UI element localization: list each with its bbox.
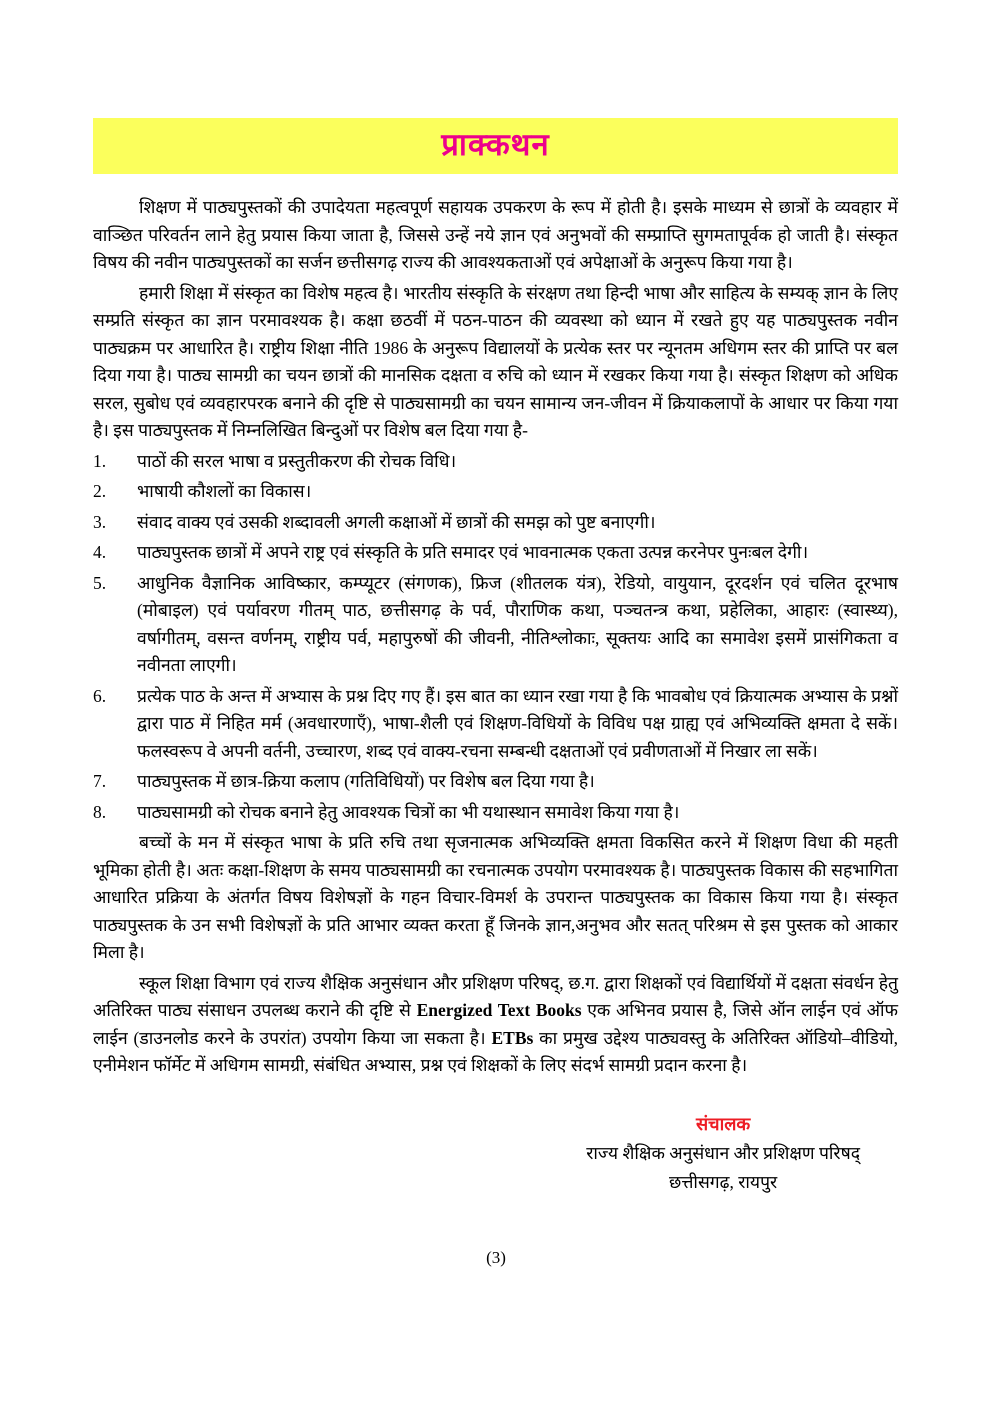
signature-organization: राज्य शैक्षिक अनुसंधान और प्रशिक्षण परिषद् xyxy=(586,1142,860,1163)
list-item-number: 8. xyxy=(93,801,107,822)
list-item-number: 4. xyxy=(93,542,107,563)
page-title: प्राक्कथन xyxy=(441,127,550,162)
etb-text-segment: एक अभिनव प्रयास है, जिसे ऑन लाईन एवं ऑफ लाईन (डाउनलोड करने के उपरांत) उपयोग किया जा सकता है। xyxy=(93,1000,898,1048)
list-item-2 xyxy=(93,478,898,506)
list-item-1 xyxy=(93,448,898,476)
list-item-text: आधुनिक वैज्ञानिक आविष्कार, कम्प्यूटर (संगणक), फ्रिज (शीतलक यंत्र), रेडियो, वायुयान, दूरदर्शन एवं चलित दूरभाष (मोबाइल) एवं पर्यावरण गीतम् पाठ, छत्तीसगढ़ के पर्व, पौराणिक कथा, पञ्चतन्त्र कथा, प्रहेलिका, आहारः (स्वास्थ्य), वर्षागीतम्, वसन्त वर्णनम्, राष्ट्रीय पर्व, महापुरुषों की जीवनी, नीतिश्लोकाः, सूक्तयः आदि का समावेश इसमें प्रासंगिकता व नवीनता लाएगी। xyxy=(137,572,898,676)
list-item-text: पाठ्यपुस्तक छात्रों में अपने राष्ट्र एवं संस्कृति के प्रति समादर एवं भावनात्मक एकता उत्पन्न करनेपर पुनःबल देगी। xyxy=(137,542,809,563)
title-banner xyxy=(93,118,898,174)
list-item-number: 7. xyxy=(93,771,107,792)
list-item-3 xyxy=(93,509,898,537)
list-item-text: पाठ्यसामग्री को रोचक बनाने हेतु आवश्यक चित्रों का भी यथास्थान समावेश किया गया है। xyxy=(137,801,680,822)
list-item-7 xyxy=(93,768,898,796)
page-number: (3) xyxy=(486,1248,506,1267)
list-item-4 xyxy=(93,539,898,567)
list-item-5 xyxy=(93,570,898,680)
paragraph-acknowledgement: बच्चों के मन में संस्कृत भाषा के प्रति रुचि तथा सृजनात्मक अभिव्यक्ति क्षमता विकसित करने में शिक्षण विधा की महती भूमिका होती है। अतः कक्षा-शिक्षण के समय पाठ्यसामग्री का रचनात्मक उपयोग परमावश्यक है। पाठ्यपुस्तक विकास की सहभागिता आधारित प्रक्रिया के अंतर्गत विषय विशेषज्ञों के गहन विचार-विमर्श के उपरान्त पाठ्यपुस्तक का विकास किया गया है। संस्कृत पाठ्यपुस्तक के उन सभी विशेषज्ञों के प्रति आभार व्यक्त करता हूँ जिनके ज्ञान,अनुभव और सतत् परिश्रम से इस पुस्तक को आकार मिला है। xyxy=(93,832,898,963)
list-item-6 xyxy=(93,683,898,766)
etb-text-segment: स्कूल शिक्षा विभाग एवं राज्य शैक्षिक अनुसंधान और प्रशिक्षण परिषद्, छ.ग. द्वारा शिक्षकों एवं विद्यार्थियों में दक्षता संवर्धन हेतु अतिरिक्त पाठ्य संसाधन उपलब्ध कराने की दृष्टि से xyxy=(93,972,898,1021)
list-item-text: पाठ्यपुस्तक में छात्र-क्रिया कलाप (गतिविधियों) पर विशेष बल दिया गया है। xyxy=(137,771,595,792)
list-item-number: 6. xyxy=(93,685,107,706)
signature-designation: संचालक xyxy=(695,1113,751,1134)
paragraph-intro-2: हमारी शिक्षा में संस्कृत का विशेष महत्व है। भारतीय संस्कृति के संरक्षण तथा हिन्दी भाषा और साहित्य के सम्यक् ज्ञान के लिए सम्प्रति संस्कृत का ज्ञान परमावश्यक है। कक्षा छठवीं में पठन-पाठन की व्यवस्था को ध्यान में रखते हुए यह पाठ्यपुस्तक नवीन पाठ्यक्रम पर आधारित है। राष्ट्रीय शिक्षा नीति 1986 के अनुरूप विद्यालयों के प्रत्येक स्तर पर न्यूनतम अधिगम स्तर की प्राप्ति पर बल दिया गया है। पाठ्य सामग्री का चयन छात्रों की मानसिक दक्षता व रुचि को ध्यान में रखकर किया गया है। संस्कृत शिक्षण को अधिक सरल, सुबोध एवं व्यवहारपरक बनाने की दृष्टि से पाठ्यसामग्री का चयन सामान्य जन-जीवन में क्रियाकलापों के आधार पर किया गया है। इस पाठ्यपुस्तक में निम्नलिखित बिन्दुओं पर विशेष बल दिया गया है- xyxy=(93,282,898,441)
list-item-text: संवाद वाक्य एवं उसकी शब्दावली अगली कक्षाओं में छात्रों की समझ को पुष्ट बनाएगी। xyxy=(137,511,656,532)
etb-brand-text: Energized Text Books xyxy=(416,1000,582,1021)
etb-text-segment: का प्रमुख उद्देश्य पाठ्यवस्तु के अतिरिक्त ऑडियो–वीडियो, एनीमेशन फॉर्मेट में अधिगम सामग्री, संबंधित अभ्यास, प्रश्न एवं शिक्षकों के लिए संदर्भ सामग्री प्रदान करना है। xyxy=(93,1027,899,1076)
list-item-number: 3. xyxy=(93,511,107,532)
page-content xyxy=(93,118,898,1197)
signature-block xyxy=(586,1109,860,1197)
list-item-8 xyxy=(93,799,898,827)
etb-abbreviation: ETBs xyxy=(491,1027,534,1048)
list-item-text: प्रत्येक पाठ के अन्त में अभ्यास के प्रश्न दिए गए हैं। इस बात का ध्यान रखा गया है कि भावबोध एवं क्रियात्मक अभ्यास के प्रश्नों द्वारा पाठ में निहित मर्म (अवधारणाएँ), भाषा-शैली एवं शिक्षण-विधियों के विविध पक्ष ग्राह्य एवं अभिव्यक्ति क्षमता दे सकें। फलस्वरूप वे अपनी वर्तनी, उच्चारण, शब्द एवं वाक्य-रचना सम्बन्धी दक्षताओं एवं प्रवीणताओं में निखार ला सकें। xyxy=(137,685,898,761)
numbered-list xyxy=(93,448,898,827)
paragraph-intro-1: शिक्षण में पाठ्यपुस्तकों की उपादेयता महत्वपूर्ण सहायक उपकरण के रूप में होती है। इसके माध्यम से छात्रों के व्यवहार में वाञ्छित परिवर्तन लाने हेतु प्रयास किया जाता है, जिससे उन्हें नये ज्ञान एवं अनुभवों की सम्प्राप्ति सुगमतापूर्वक हो जाती है। संस्कृत विषय की नवीन पाठ्यपुस्तकों का सर्जन छत्तीसगढ़ राज्य की आवश्यकताओं एवं अपेक्षाओं के अनुरूप किया गया है। xyxy=(93,197,898,273)
list-item-number: 5. xyxy=(93,572,107,593)
list-item-number: 1. xyxy=(93,450,107,471)
paragraph-etb xyxy=(93,970,898,1080)
list-item-text: पाठों की सरल भाषा व प्रस्तुतीकरण की रोचक विधि। xyxy=(137,450,457,471)
list-item-number: 2. xyxy=(93,481,107,502)
signature-place: छत्तीसगढ़, रायपुर xyxy=(669,1171,778,1192)
list-item-text: भाषायी कौशलों का विकास। xyxy=(137,481,312,502)
